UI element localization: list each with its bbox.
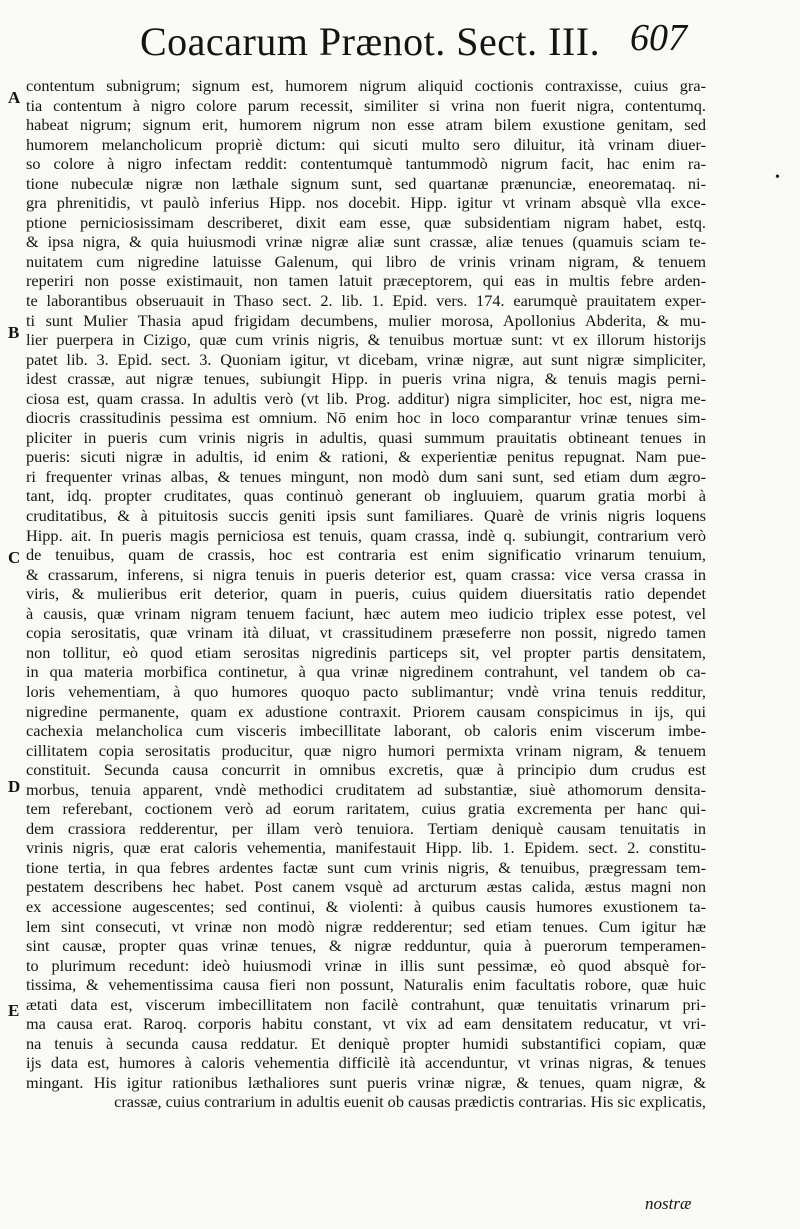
text-line: tione tertia, in qua febres ardentes factæ sunt cum vrinis nigris, & tenuibus, prægressam tem- [26, 857, 706, 877]
text-line: viris, & mulieribus erit deterior, quam in pueris, cuius quidem diuersitatis ratio dependet [26, 584, 706, 604]
text-line: ti sunt Mulier Thasia apud frigidam decumbens, mulier morosa, Apollonius Abderita, & mu- [26, 310, 706, 330]
text-line: lier puerpera in Cizigo, quæ cum vrinis nigris, & tenuibus mortuæ sunt: vt ex illorum historijs [26, 330, 706, 350]
text-line: Hipp. ait. In pueris magis perniciosa est tenuis, quam crassa, indè q. subiungit, contrarium verò [26, 525, 706, 545]
page-header [0, 0, 800, 78]
margin-letter-d: D [8, 777, 21, 796]
text-line: tia contentum à nigro colore parum recessit, similiter si vrina non fuerit nigra, contentumq. [26, 95, 706, 115]
text-line: habeat nigrum; signum erit, humorem nigrum non esse atram bilem exustione genitam, sed [26, 115, 706, 135]
text-line: vrinis nigris, quæ erat caloris vehementia, manifestauit Hipp. lib. 1. Epidem. sect. 2. constitu- [26, 838, 706, 858]
text-line: ptione perniciosissimam describeret, dixit eam esse, quæ subsidentiam nigram habet, estq. [26, 212, 706, 232]
margin-letter-a: A [8, 88, 21, 107]
text-line: cruditatibus, & à pituitosis succis geniti ipsis sunt familiares. Quarè de vrinis nigris loquens [26, 506, 706, 526]
text-line: na tenuis à secunda causa reddatur. Et deniquè propter humidi substantifici copiam, quæ [26, 1033, 706, 1053]
margin-dot-mark: • [775, 170, 780, 185]
text-line: diocris crassitudinis pessima est omnium. Nō enim hoc in loco comparantur vrinæ tenues sim- [26, 408, 706, 428]
running-title: Coacarum Prænot. Sect. III. [140, 19, 601, 64]
text-line: cillitatem copia serositatis producitur, quæ nigro humori permixta vrinam nigram, & tenuem [26, 740, 706, 760]
text-line: ex accessione augescentes; sed continui, & violenti: à quibus causis humores exustionem ta- [26, 896, 706, 916]
margin-letter-e: E [8, 1001, 20, 1020]
text-line: to plurimum recedunt: ideò huiusmodi vrinæ in illis sunt pessimæ, eò quod absquè for- [26, 955, 706, 975]
text-line: lem sint consecuti, vt vrinæ non modò nigræ redderentur; sed etiam tenues. Cum igitur hæ [26, 916, 706, 936]
text-line: copia serositatis, quæ vrinam ità diluat, vt crassitudinem præseferre non possit, nigredo tamen [26, 623, 706, 643]
text-line: tione nubeculæ nigræ non læthale signum sunt, sed quartanæ prænunciæ, eneoremataq. ni- [26, 173, 706, 193]
text-line: dem crassiora redderentur, per illam verò tenuiora. Tertiam deniquè causam tenuitatis in [26, 818, 706, 838]
text-line: pestatem describens hec habet. Post canem vsquè ad arcturum æstas calida, æstus magni non [26, 877, 706, 897]
text-line: contentum subnigrum; signum est, humorem nigrum aliquid coctionis contraxisse, cuius gra- [26, 76, 706, 95]
text-line: reperiri non posse existimauit, non tamen latuit præceptorem, qui eas in multis febre arden- [26, 271, 706, 291]
text-line: ætati data est, viscerum imbecillitatem non facilè contrahunt, quæ tenuitatis vrinarum pri- [26, 994, 706, 1014]
text-line: tem referebant, coctionem verò ad eorum raritatem, cuius gratia excrementa per hanc qui- [26, 799, 706, 819]
margin-letter-c: C [8, 548, 21, 567]
text-line: mingant. His igitur rationibus læthaliores sunt pueris vrinæ nigræ, & tenues, quam nigræ, & [26, 1072, 706, 1092]
text-line: constituit. Secunda causa concurrit in omnibus excretis, quæ à principio dum crudus est [26, 760, 706, 780]
text-line: cachexia melancholica cum visceris imbecillitate laborant, ob caloris enim viscerum imbe- [26, 721, 706, 741]
text-line: humorem melancholicum propriè dictum: qui sicuti multo sero diluitur, ità vrinam diuer- [26, 134, 706, 154]
text-line-last: crassæ, cuius contrarium in adultis euenit ob causas prædictis contrarias. His sic explicatis, [114, 1092, 706, 1112]
text-line: nuitatem cum nigredine latuisse Galenum, qui libro de vrinis vrinam nigram, & tenuem [26, 251, 706, 271]
text-line: in qua materia morbifica continetur, à qua vrinæ nigredinem contrahunt, vel tandem ob ca- [26, 662, 706, 682]
text-line: pueris: sicuti nigræ in adultis, id enim & rationi, & experientiæ penitus repugnat. Nam pue- [26, 447, 706, 467]
text-line: ijs data est, humores à caloris vehementia difficilè ità accenduntur, vt vrinas nigras, & tenues [26, 1053, 706, 1073]
text-line: ciosa est, quam crassa. In adultis verò (vt lib. Prog. additur) nigra simpliciter, hoc est, nigra me- [26, 388, 706, 408]
page-number: 607 [630, 17, 687, 59]
text-line: de tenuibus, quam de crassis, hoc est contraria est enim significatio vrinarum tenuium, [26, 545, 706, 565]
text-line: morbus, tenuia apparent, vndè methodici cruditatem ad substantiæ, siuè athomorum densita- [26, 779, 706, 799]
text-line: à causis, quæ vrinam nigram tenuem faciunt, hæc autem meo iudicio triplex esse potest, vel [26, 603, 706, 623]
text-line: pliciter in pueris cum vrinis nigris in adultis, quasi summum prauitatis obtineant tenues in [26, 427, 706, 447]
text-line: tissima, & vehementissima causa fieri non possunt, Naturalis enim facultatis robore, quæ huic [26, 975, 706, 995]
text-line: sint causæ, propter quas vrinæ tenues, & nigræ redduntur, quia à puerorum temperamen- [26, 936, 706, 956]
text-line: so colore à nigro infectam reddit: contentumquè tantummodò nigrum facit, hac enim ra- [26, 154, 706, 174]
text-line: nigredine permanente, quam ex adustione contraxit. Priorem causam conspicimus in ijs, qui [26, 701, 706, 721]
catchword: nostræ [645, 1194, 692, 1213]
margin-letter-b: B [8, 323, 20, 342]
text-line: te laborantibus obseruauit in Thaso sect. 2. lib. 1. Epid. vers. 174. earumquè prauitatem exper- [26, 291, 706, 311]
text-line: ri frequenter vrinas albas, & tenues mingunt, non modò dum sani sunt, sed etiam dum ægro- [26, 466, 706, 486]
text-line: ma causa erat. Raroq. corporis habitu constant, vt vix ad eam densitatem reducatur, vt vri- [26, 1014, 706, 1034]
text-line: & crassarum, inferens, si nigra tenuis in pueris deterior est, quam crassa: vice versa crassa in [26, 564, 706, 584]
text-line: patet lib. 3. Epid. sect. 3. Quoniam igitur, vt dicebam, vrinæ nigræ, aut sunt nigræ simpliciter, [26, 349, 706, 369]
text-line: & ipsa nigra, & quia huiusmodi vrinæ nigræ aliæ sunt crassæ, aliæ tenues (quamuis sciam te- [26, 232, 706, 252]
text-line: gra phrenitidis, vt paulò inferius Hipp. nos docebit. Hipp. igitur vt vrinam absquè vlla exce- [26, 193, 706, 213]
text-line: loris vehementiam, à quo humores quoquo pacto sublimantur; vndè vrina tenuis redditur, [26, 681, 706, 701]
text-line: non tollitur, eò quod etiam serositas nigredinis particeps sit, vel propter partis densitatem, [26, 642, 706, 662]
text-line: tant, idq. propter cruditates, quas continuò generant ob ingluuiem, quarum gratia morbi à [26, 486, 706, 506]
text-line: idest crassæ, aut nigræ tenues, subiungit Hipp. in pueris vrina nigra, & tenuis magis perni- [26, 369, 706, 389]
body-text [26, 76, 706, 1112]
